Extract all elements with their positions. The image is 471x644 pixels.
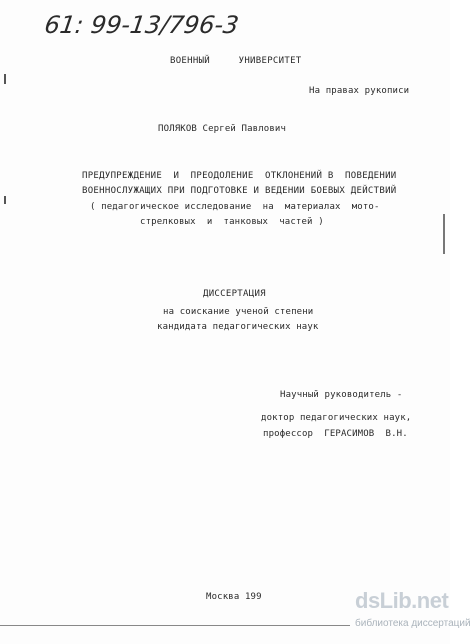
author-name: ПОЛЯКОВ Сергей Павлович (158, 124, 287, 134)
supervisor-name: профессор ГЕРАСИМОВ В.Н. (263, 429, 408, 439)
handwritten-number-text: 61: 99-13/796-3 (42, 11, 241, 39)
watermark-logo: dsLib.net (355, 588, 449, 613)
degree-line-2: кандидата педагогических наук (157, 322, 319, 332)
title-line-1: ПРЕДУПРЕЖДЕНИЕ И ПРЕОДОЛЕНИЕ ОТКЛОНЕНИЙ В ПОВЕДЕНИИ (82, 171, 397, 181)
margin-mark (443, 214, 445, 254)
margin-mark (4, 74, 6, 84)
supervisor-role: Научный руководитель - (280, 390, 403, 400)
watermark-subtitle: библиотека диссертаций (355, 618, 471, 629)
page-edge-line (0, 625, 350, 626)
work-type: ДИССЕРТАЦИЯ (203, 289, 266, 299)
dslib-watermark (355, 588, 471, 644)
title-line-3: ( педагогическое исследование на материалах мото- (90, 202, 380, 212)
margin-mark (4, 196, 6, 204)
city-year: Москва 199 (206, 592, 262, 602)
degree-line-1: на соискание ученой степени (163, 307, 314, 317)
handwritten-number-image (40, 2, 290, 44)
manuscript-rights: На правах рукописи (309, 86, 410, 96)
title-line-4: стрелковых и танковых частей ) (140, 217, 324, 227)
handwritten-catalog-number (40, 2, 290, 44)
title-line-2: ВОЕННОСЛУЖАЩИХ ПРИ ПОДГОТОВКЕ И ВЕДЕНИИ БОЕВЫХ ДЕЙСТВИЙ (82, 186, 397, 196)
supervisor-degree: доктор педагогических наук, (261, 413, 412, 423)
institution-name: ВОЕННЫЙ УНИВЕРСИТЕТ (170, 56, 302, 66)
